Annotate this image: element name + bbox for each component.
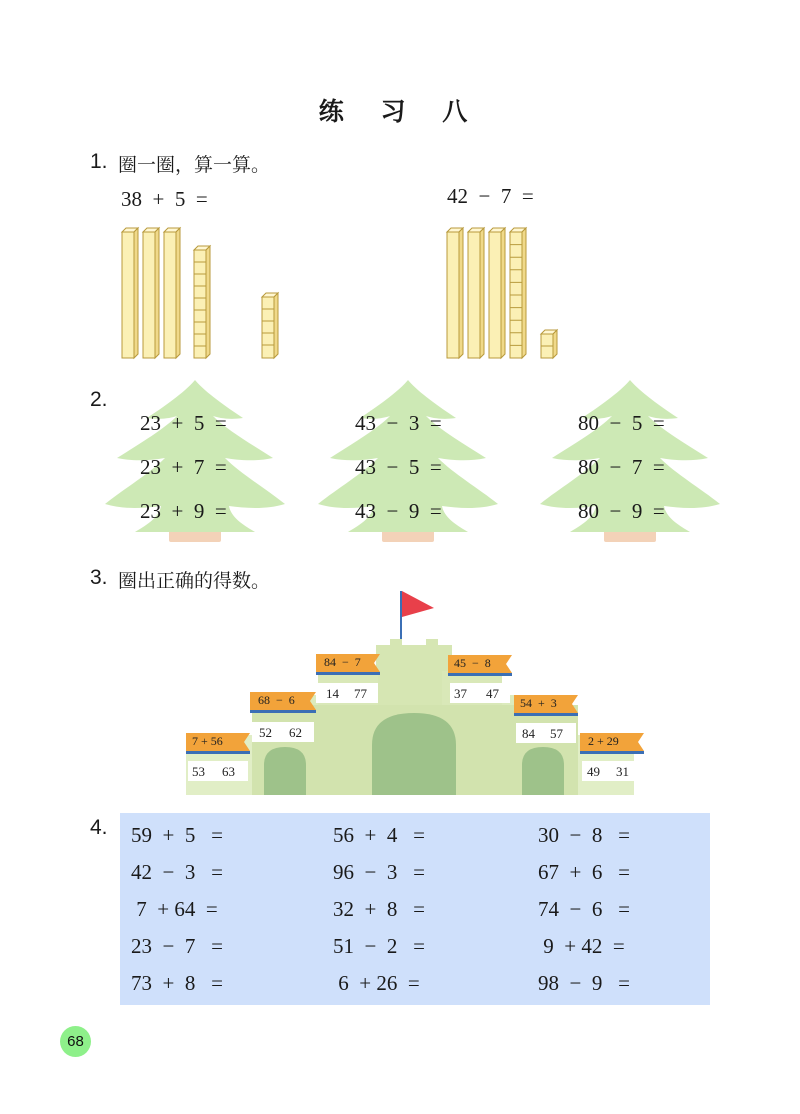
q4-col3-row1: 30 − 8 =: [538, 823, 630, 847]
left-gate: [264, 747, 306, 795]
ten-rod: [122, 228, 138, 358]
choice-1b[interactable]: 63: [222, 764, 235, 779]
flag-expr-3: 84 − 7: [324, 655, 361, 669]
q4-col1-row5: 73 + 8 =: [131, 971, 223, 995]
ten-rod: [468, 228, 484, 358]
q4-col2-row3: 32 + 8 =: [333, 897, 425, 921]
q1-left-expression: 38 + 5 =: [121, 187, 208, 211]
choice-1a[interactable]: 53: [192, 764, 205, 779]
tree-1-expr-2: 23 + 7 =: [140, 455, 227, 479]
q4-col1-row3: 7 + 64 =: [131, 897, 218, 921]
tree-2-expr-1: 43 − 3 =: [355, 411, 442, 435]
right-gate: [522, 747, 564, 795]
choice-5a[interactable]: 84: [522, 726, 535, 741]
choice-2a[interactable]: 52: [259, 725, 272, 740]
q1-right-blocks: [440, 222, 570, 364]
ten-rod: [164, 228, 180, 358]
question-4-number: 4.: [90, 816, 108, 839]
q4-col1-row2: 42 − 3 =: [131, 860, 223, 884]
flag-expr-6: 2 + 29: [588, 734, 619, 748]
choice-4b[interactable]: 47: [486, 686, 499, 701]
q4-col3-row5: 98 − 9 =: [538, 971, 630, 995]
choice-3b[interactable]: 77: [354, 686, 367, 701]
castle: [180, 585, 650, 800]
q4-col3-row3: 74 − 6 =: [538, 897, 630, 921]
q1-right-expression: 42 − 7 =: [447, 184, 534, 208]
q4-col3-row2: 67 + 6 =: [538, 860, 630, 884]
question-1-text: 圈一圈，算一算。: [118, 154, 271, 176]
choice-3a[interactable]: 14: [326, 686, 339, 701]
page-title: 练 习 八: [318, 97, 482, 126]
choice-5b[interactable]: 57: [550, 726, 563, 741]
five-unit-cubes: [262, 293, 278, 358]
red-flag: [402, 591, 434, 617]
question-3-number: 3.: [90, 566, 108, 589]
q4-col1-row1: 59 + 5 =: [131, 823, 223, 847]
ten-rod: [447, 228, 463, 358]
choice-6a[interactable]: 49: [587, 764, 600, 779]
flag-expr-5: 54 + 3: [520, 696, 557, 710]
choice-4a[interactable]: 37: [454, 686, 467, 701]
q4-col2-row2: 96 − 3 =: [333, 860, 425, 884]
q4-col2-row5: 6 + 26 =: [333, 971, 420, 995]
q4-col2-row4: 51 − 2 =: [333, 934, 425, 958]
tree-3-expr-2: 80 − 7 =: [578, 455, 665, 479]
ten-rod: [489, 228, 505, 358]
flag-expr-2: 68 − 6: [258, 693, 295, 707]
flag-expr-4: 45 − 8: [454, 656, 491, 670]
q4-col1-row4: 23 − 7 =: [131, 934, 223, 958]
tree-1-expr-3: 23 + 9 =: [140, 499, 227, 523]
question-1-number: 1.: [90, 150, 108, 173]
tree-1-expr-1: 23 + 5 =: [140, 411, 227, 435]
tree-3-expr-3: 80 − 9 =: [578, 499, 665, 523]
page-number-badge: 68: [60, 1026, 91, 1057]
choice-6b[interactable]: 31: [616, 764, 629, 779]
q1-left-blocks: [110, 222, 290, 364]
flag-expr-1: 7 + 56: [192, 734, 223, 748]
q4-col3-row4: 9 + 42 =: [538, 934, 625, 958]
ten-unit-cubes: [510, 228, 526, 358]
ten-rod: [143, 228, 159, 358]
two-unit-cubes: [541, 330, 557, 358]
question-3-text: 圈出正确的得数。: [118, 570, 271, 592]
main-gate: [372, 713, 456, 795]
eight-unit-cubes: [194, 246, 210, 358]
choice-2b[interactable]: 62: [289, 725, 302, 740]
question-2-number: 2.: [90, 388, 108, 411]
q4-col2-row1: 56 + 4 =: [333, 823, 425, 847]
tree-3-expr-1: 80 − 5 =: [578, 411, 665, 435]
tree-2-expr-3: 43 − 9 =: [355, 499, 442, 523]
tree-2-expr-2: 43 − 5 =: [355, 455, 442, 479]
